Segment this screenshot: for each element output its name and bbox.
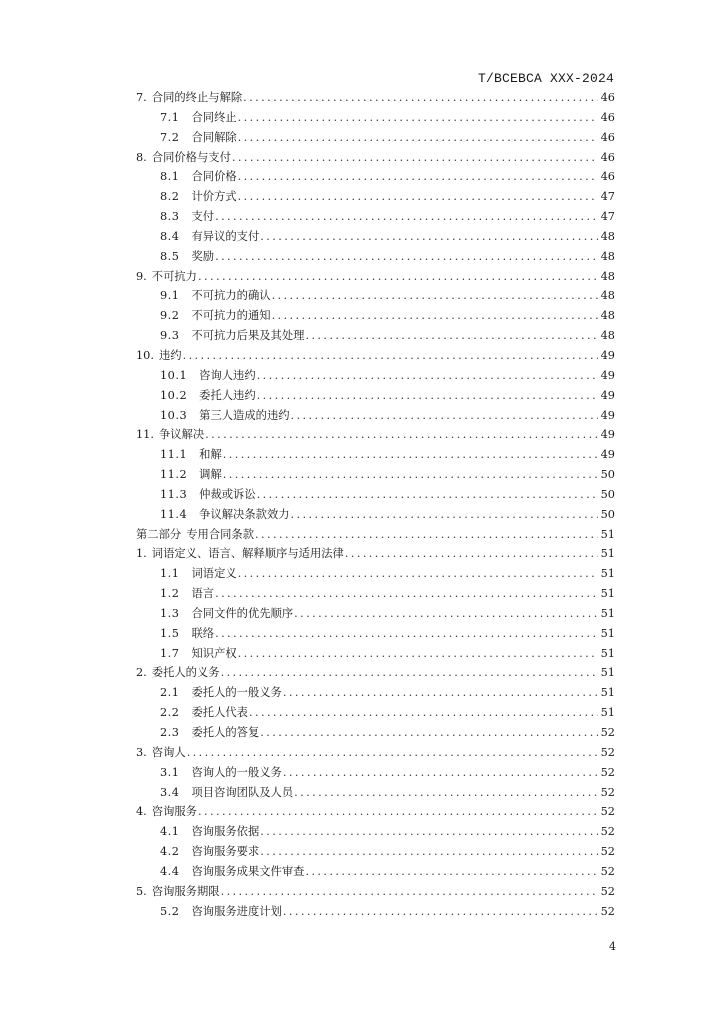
toc-entry-title: 专用合同条款 (186, 527, 254, 541)
toc-entry-number: 9. (136, 269, 147, 283)
toc-entry-title: 知识产权 (191, 646, 237, 660)
toc-entry-page: 50 (600, 507, 615, 521)
document-id-header: T/BCEBCA XXX-2024 (477, 71, 614, 86)
toc-entry-page: 52 (600, 825, 615, 839)
toc-entry-page: 51 (600, 626, 615, 640)
toc-entry-title: 奖励 (191, 249, 215, 263)
toc-entry-title: 有异议的支付 (191, 229, 260, 243)
toc-entry-title: 咨询服务 (151, 805, 197, 819)
toc-entry-page: 52 (600, 726, 615, 739)
toc-entry-number: 7. (136, 91, 147, 104)
toc-entry[interactable] (136, 605, 615, 625)
dot-leader (243, 91, 597, 104)
toc-entry-number: 2.3 (160, 726, 180, 739)
toc-entry[interactable] (136, 149, 615, 169)
toc-entry-number: 10.3 (160, 408, 188, 422)
toc-entry-title: 不可抗力的通知 (191, 309, 271, 323)
toc-entry[interactable] (136, 89, 615, 109)
dot-leader (215, 587, 598, 600)
toc-entry[interactable] (136, 208, 615, 228)
toc-entry-number: 2.1 (160, 686, 180, 700)
toc-entry-page: 48 (600, 229, 615, 243)
toc-entry-number: 1.5 (160, 626, 180, 640)
toc-entry-title: 计价方式 (191, 190, 237, 204)
toc-entry[interactable] (136, 784, 615, 804)
toc-entry-title: 支付 (191, 210, 215, 224)
toc-entry[interactable] (136, 188, 615, 208)
dot-leader (257, 389, 598, 402)
toc-entry-page: 46 (600, 130, 615, 144)
dot-leader (272, 289, 598, 302)
toc-entry-page: 49 (600, 348, 615, 362)
toc-entry[interactable] (136, 565, 615, 585)
toc-entry-title: 咨询服务期限 (151, 884, 220, 898)
toc-entry-number: 8.4 (160, 229, 180, 243)
toc-entry-title: 词语定义、语言、解释顺序与适用法律 (151, 547, 344, 561)
toc-entry-number: 8. (136, 150, 147, 164)
toc-entry-page: 52 (600, 864, 615, 878)
toc-entry-page: 51 (600, 646, 615, 660)
dot-leader (238, 567, 598, 580)
toc-entry-page: 52 (600, 765, 615, 779)
toc-entry-number: 1.1 (160, 567, 180, 581)
toc-entry-title: 咨询服务成果文件审查 (191, 864, 305, 878)
toc-entry-title: 调解 (199, 468, 222, 482)
toc-entry-page: 51 (600, 666, 615, 680)
toc-entry[interactable] (136, 545, 615, 565)
toc-entry-page: 49 (600, 448, 615, 462)
dot-leader (272, 309, 598, 322)
dot-leader (260, 845, 597, 858)
dot-leader (221, 666, 598, 679)
toc-entry-title: 不可抗力后果及其处理 (191, 329, 305, 343)
toc-entry-page: 46 (600, 150, 615, 164)
dot-leader (215, 250, 598, 263)
toc-entry[interactable] (136, 903, 615, 923)
toc-entry-number: 2.2 (160, 706, 180, 720)
toc-entry-title: 仲裁或诉讼 (199, 487, 256, 501)
toc-entry-page: 51 (600, 706, 615, 720)
dot-leader (305, 329, 597, 342)
dot-leader (255, 528, 598, 541)
dot-leader (294, 607, 597, 620)
dot-leader (238, 170, 598, 183)
toc-entry[interactable] (136, 307, 615, 327)
dot-leader (238, 131, 598, 144)
toc-entry-number: 3.1 (160, 765, 180, 779)
toc-entry-page: 48 (600, 329, 615, 343)
toc-entry[interactable] (136, 506, 615, 526)
toc-entry-title: 合同的终止与解除 (151, 91, 243, 104)
toc-entry-number: 1. (136, 547, 147, 561)
dot-leader (205, 428, 597, 441)
dot-leader (345, 547, 598, 560)
toc-entry[interactable] (136, 168, 615, 188)
toc-entry-number: 9.3 (160, 329, 180, 343)
toc-entry-number: 9.1 (160, 289, 180, 303)
toc-entry-title: 合同解除 (191, 130, 237, 144)
toc-entry-number: 11. (136, 428, 154, 442)
toc-entry[interactable] (136, 446, 615, 466)
toc-entry-title: 咨询服务进度计划 (191, 904, 282, 918)
toc-entry[interactable] (136, 407, 615, 427)
dot-leader (283, 905, 598, 918)
dot-leader (249, 706, 598, 719)
toc-entry-page: 51 (600, 587, 615, 601)
toc-entry-title: 违约 (158, 348, 182, 362)
dot-leader (238, 190, 598, 203)
toc-entry-number: 10.2 (160, 388, 188, 402)
toc-entry-title: 合同终止 (191, 110, 237, 124)
toc-entry[interactable] (136, 228, 615, 248)
toc-entry-number: 8.5 (160, 249, 180, 263)
toc-entry[interactable] (136, 724, 615, 744)
toc-entry-title: 咨询服务要求 (191, 845, 260, 859)
toc-entry[interactable] (136, 664, 615, 684)
toc-entry-number: 1.3 (160, 606, 180, 620)
dot-leader (223, 468, 598, 481)
dot-leader (257, 488, 598, 501)
toc-entry-title: 委托人的答复 (191, 726, 260, 739)
toc-entry-page: 46 (600, 91, 615, 104)
toc-entry[interactable] (136, 625, 615, 645)
toc-entry-number: 3. (136, 745, 147, 759)
toc-entry[interactable] (136, 764, 615, 784)
toc-entry[interactable] (136, 684, 615, 704)
toc-entry-page: 52 (600, 745, 615, 759)
toc-entry-title: 项目咨询团队及人员 (191, 785, 294, 799)
toc-entry-title: 争议解决 (158, 428, 205, 442)
toc-entry-number: 4.2 (160, 845, 180, 859)
toc-entry-title: 不可抗力 (151, 269, 197, 283)
toc-entry[interactable] (136, 109, 615, 129)
page-number: 4 (609, 940, 616, 953)
dot-leader (294, 786, 597, 799)
dot-leader (215, 627, 598, 640)
toc-entry-page: 49 (600, 388, 615, 402)
toc-entry-number: 9.2 (160, 309, 180, 323)
dot-leader (221, 885, 598, 898)
dot-leader (305, 865, 597, 878)
toc-entry-page: 52 (600, 845, 615, 859)
toc-entry-page: 51 (600, 547, 615, 561)
dot-leader (283, 766, 598, 779)
toc-entry-number: 4. (136, 805, 147, 819)
toc-entry-number: 5. (136, 884, 147, 898)
dot-leader (257, 369, 598, 382)
toc-entry[interactable] (136, 883, 615, 903)
dot-leader (291, 409, 598, 422)
toc-entry-title: 咨询人的一般义务 (191, 765, 282, 779)
toc-entry[interactable] (136, 823, 615, 843)
toc-entry[interactable] (136, 287, 615, 307)
toc-entry-number: 8.1 (160, 170, 180, 184)
toc-entry[interactable] (136, 803, 615, 823)
toc-entry[interactable] (136, 248, 615, 268)
toc-entry-title: 咨询人 (151, 745, 186, 759)
toc-entry[interactable] (136, 645, 615, 665)
toc-entry-number: 11.4 (160, 507, 188, 521)
toc-entry-number: 8.3 (160, 210, 180, 224)
toc-entry-number: 8.2 (160, 190, 180, 204)
toc-entry-number: 7.2 (160, 130, 180, 144)
dot-leader (215, 210, 598, 223)
dot-leader (283, 686, 598, 699)
toc-entry-page: 51 (600, 567, 615, 581)
dot-leader (238, 111, 598, 124)
dot-leader (198, 270, 598, 283)
toc-entry-number: 2. (136, 666, 147, 680)
toc-entry-page: 52 (600, 904, 615, 918)
toc-entry-title: 词语定义 (191, 567, 237, 581)
toc-entry-title: 语言 (191, 587, 215, 601)
toc-entry-page: 51 (600, 606, 615, 620)
toc-entry-number: 7.1 (160, 110, 180, 124)
toc-entry[interactable] (136, 268, 615, 288)
toc-entry-number: 3.4 (160, 785, 180, 799)
dot-leader (238, 647, 598, 660)
toc-entry[interactable] (136, 129, 615, 149)
dot-leader (232, 151, 598, 164)
dot-leader (183, 349, 598, 362)
dot-leader (260, 726, 597, 739)
toc-entry-page: 47 (600, 210, 615, 224)
toc-entry-title: 委托人代表 (191, 706, 248, 720)
toc-entry-title: 联络 (191, 626, 215, 640)
toc-entry[interactable] (136, 387, 615, 407)
toc-entry-page: 48 (600, 309, 615, 323)
toc-entry-number: 11.2 (160, 468, 188, 482)
toc-entry[interactable] (136, 426, 615, 446)
dot-leader (198, 805, 598, 818)
toc-entry-title: 委托人违约 (199, 388, 256, 402)
toc-entry[interactable] (136, 704, 615, 724)
toc-entry[interactable] (136, 367, 615, 387)
toc-entry-title: 咨询服务依据 (191, 825, 260, 839)
toc-entry-page: 51 (600, 686, 615, 700)
toc-entry-page: 49 (600, 368, 615, 382)
toc-entry-page: 52 (600, 884, 615, 898)
toc-entry[interactable] (136, 466, 615, 486)
toc-entry-title: 第三人造成的违约 (199, 408, 290, 422)
toc-entry-page: 51 (600, 527, 615, 541)
toc-entry[interactable] (136, 585, 615, 605)
toc-entry-page: 52 (600, 785, 615, 799)
toc-entry-page: 48 (600, 289, 615, 303)
toc-entry-page: 49 (600, 408, 615, 422)
toc-entry-number: 5.2 (160, 904, 180, 918)
toc-entry[interactable] (136, 526, 615, 546)
toc-entry-number: 11.1 (160, 448, 188, 462)
toc-entry[interactable] (136, 863, 615, 883)
toc-entry[interactable] (136, 843, 615, 863)
table-of-contents (136, 89, 615, 922)
toc-entry-page: 50 (600, 468, 615, 482)
toc-entry-title: 委托人的义务 (151, 666, 220, 680)
dot-leader (291, 508, 598, 521)
toc-entry-page: 49 (600, 428, 615, 442)
toc-entry-title: 合同文件的优先顺序 (191, 606, 294, 620)
toc-entry-title: 合同价格与支付 (151, 150, 231, 164)
toc-entry-page: 46 (600, 170, 615, 184)
toc-entry-number: 4.4 (160, 864, 180, 878)
toc-entry-number: 1.2 (160, 587, 180, 601)
toc-entry-page: 47 (600, 190, 615, 204)
toc-entry-title: 委托人的一般义务 (191, 686, 282, 700)
toc-entry-page: 48 (600, 249, 615, 263)
toc-entry-title: 不可抗力的确认 (191, 289, 271, 303)
toc-entry-number: 11.3 (160, 487, 188, 501)
dot-leader (260, 230, 597, 243)
toc-entry[interactable] (136, 486, 615, 506)
toc-entry-title: 争议解决条款效力 (199, 507, 290, 521)
dot-leader (223, 448, 598, 461)
toc-entry-number: 10.1 (160, 368, 188, 382)
toc-entry-page: 46 (600, 110, 615, 124)
toc-entry[interactable] (136, 744, 615, 764)
toc-entry-number: 4.1 (160, 825, 180, 839)
toc-entry-title: 咨询人违约 (199, 368, 256, 382)
toc-entry-page: 50 (600, 487, 615, 501)
toc-entry-title: 合同价格 (191, 170, 237, 184)
toc-entry-page: 52 (600, 805, 615, 819)
dot-leader (187, 746, 598, 759)
toc-entry-page: 48 (600, 269, 615, 283)
toc-entry-number: 10. (136, 348, 154, 362)
toc-entry[interactable] (136, 347, 615, 367)
toc-entry-title: 和解 (199, 448, 222, 462)
toc-entry-number: 第二部分 (136, 527, 182, 541)
dot-leader (260, 825, 597, 838)
toc-entry-number: 1.7 (160, 646, 180, 660)
toc-entry[interactable] (136, 327, 615, 347)
